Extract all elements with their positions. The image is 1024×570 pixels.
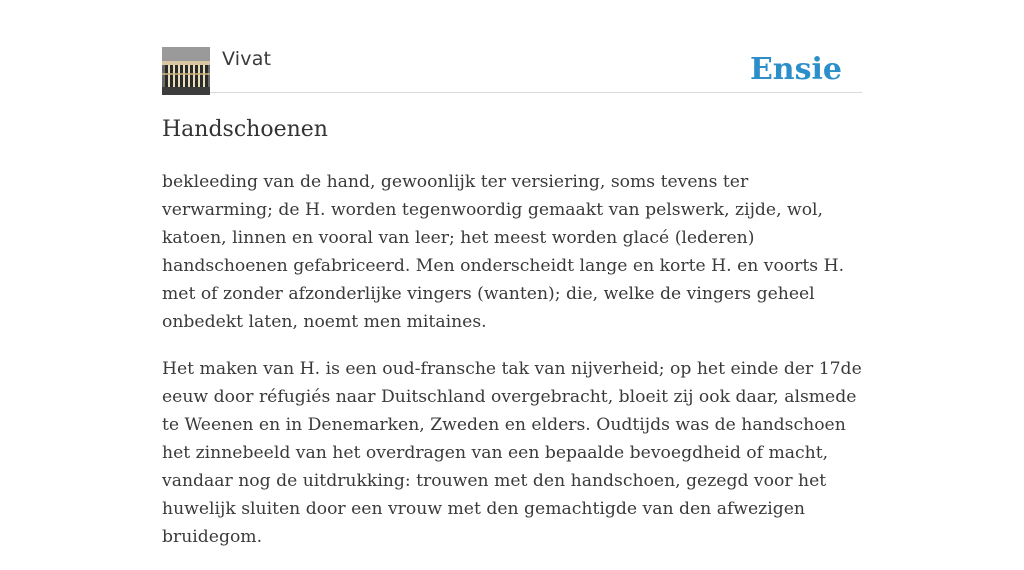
- article-paragraph: Het maken van H. is een oud-fransche tak van nijverheid; op het einde der 17de eeuw door réfugiés naar Duitschland overgebracht, bloeit zij ook daar, alsmede te Weenen en in Denemarken, Zweden en elders. Oudtijds was de handschoen het zinnebeeld van het overdragen van een bepaalde bevoegdheid of macht, vandaar nog de uitdrukking: trouwen met den handschoen, gezegd voor het huwelijk sluiten door een vrouw met den gemachtigde van den afwezigen bruidegom.: [162, 359, 862, 547]
- source-header: [162, 46, 862, 93]
- article-title: Handschoenen: [162, 117, 328, 142]
- source-name[interactable]: Vivat: [222, 48, 272, 70]
- article-body: [162, 168, 864, 570]
- article-paragraph: bekleeding van de hand, gewoonlijk ter versiering, soms tevens ter verwarming; de H. worden tegenwoordig gemaakt van pelswerk, zijde, wol, katoen, linnen en vooral van leer; het meest worden glacé (lederen) handschoenen gefabriceerd. Men onderscheidt lange en korte H. en voorts H. met of zonder afzonderlijke vingers (wanten); die, welke de vingers geheel onbedekt laten, noemt men mitaines.: [162, 172, 845, 332]
- source-avatar-book-spines-icon[interactable]: [162, 47, 210, 95]
- ensie-logo[interactable]: Ensie: [749, 52, 842, 87]
